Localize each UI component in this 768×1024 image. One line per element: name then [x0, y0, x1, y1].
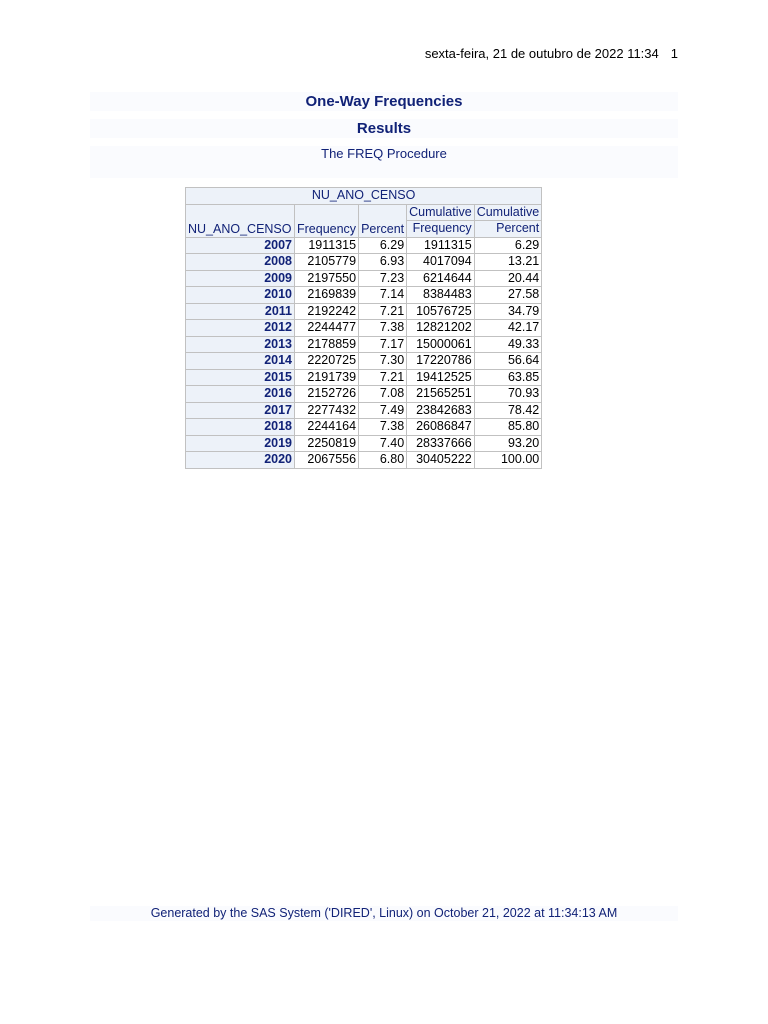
procedure-title — [90, 146, 678, 178]
column-header-cum-frequency-line1: Cumulative — [407, 204, 475, 221]
cell-percent: 7.21 — [359, 303, 407, 320]
cell-cum-frequency: 28337666 — [407, 435, 475, 452]
cell-cum-percent: 13.21 — [474, 254, 542, 271]
table-row — [186, 386, 542, 403]
cell-frequency: 2169839 — [295, 287, 359, 304]
cell-cum-frequency: 19412525 — [407, 369, 475, 386]
column-header-cum-percent-line1: Cumulative — [474, 204, 542, 221]
cell-percent: 7.30 — [359, 353, 407, 370]
cell-percent: 7.49 — [359, 402, 407, 419]
cell-cum-percent: 34.79 — [474, 303, 542, 320]
cell-percent: 7.40 — [359, 435, 407, 452]
row-year-label: 2013 — [186, 336, 295, 353]
procedure-title-text: The FREQ Procedure — [321, 146, 447, 161]
column-header-frequency: Frequency — [295, 204, 359, 237]
cell-cum-frequency: 15000061 — [407, 336, 475, 353]
cell-frequency: 2277432 — [295, 402, 359, 419]
row-year-label: 2017 — [186, 402, 295, 419]
cell-cum-percent: 93.20 — [474, 435, 542, 452]
cell-percent: 7.38 — [359, 320, 407, 337]
row-year-label: 2012 — [186, 320, 295, 337]
table-row — [186, 320, 542, 337]
table-row — [186, 402, 542, 419]
column-header-cum-frequency-line2: Frequency — [407, 221, 475, 238]
cell-percent: 7.08 — [359, 386, 407, 403]
cell-cum-frequency: 4017094 — [407, 254, 475, 271]
cell-cum-frequency: 6214644 — [407, 270, 475, 287]
cell-frequency: 2067556 — [295, 452, 359, 469]
page-datetime: sexta-feira, 21 de outubro de 2022 11:34 — [424, 46, 659, 61]
column-header-cum-percent-line2: Percent — [474, 221, 542, 238]
report-title: One-Way Frequencies — [90, 92, 678, 111]
cell-percent: 7.21 — [359, 369, 407, 386]
cell-cum-percent: 20.44 — [474, 270, 542, 287]
table-spanning-header: NU_ANO_CENSO — [186, 188, 542, 205]
cell-frequency: 2192242 — [295, 303, 359, 320]
table-row — [186, 287, 542, 304]
cell-cum-percent: 70.93 — [474, 386, 542, 403]
cell-percent: 7.17 — [359, 336, 407, 353]
cell-cum-frequency: 26086847 — [407, 419, 475, 436]
cell-cum-percent: 78.42 — [474, 402, 542, 419]
cell-percent: 7.38 — [359, 419, 407, 436]
cell-percent: 6.93 — [359, 254, 407, 271]
cell-frequency: 2244164 — [295, 419, 359, 436]
table-row — [186, 336, 542, 353]
cell-cum-frequency: 12821202 — [407, 320, 475, 337]
cell-frequency: 1911315 — [295, 237, 359, 254]
cell-frequency: 2191739 — [295, 369, 359, 386]
cell-cum-percent: 49.33 — [474, 336, 542, 353]
cell-cum-frequency: 17220786 — [407, 353, 475, 370]
row-year-label: 2010 — [186, 287, 295, 304]
cell-percent: 6.80 — [359, 452, 407, 469]
cell-cum-frequency: 30405222 — [407, 452, 475, 469]
table-row — [186, 452, 542, 469]
cell-cum-percent: 6.29 — [474, 237, 542, 254]
row-year-label: 2014 — [186, 353, 295, 370]
page-footer: Generated by the SAS System ('DIRED', Linux) on October 21, 2022 at 11:34:13 AM — [90, 906, 678, 921]
cell-cum-frequency: 10576725 — [407, 303, 475, 320]
cell-cum-percent: 42.17 — [474, 320, 542, 337]
table-row — [186, 419, 542, 436]
column-header-variable: NU_ANO_CENSO — [186, 204, 295, 237]
table-row — [186, 353, 542, 370]
cell-cum-percent: 63.85 — [474, 369, 542, 386]
cell-cum-percent: 85.80 — [474, 419, 542, 436]
table-row — [186, 303, 542, 320]
cell-cum-percent: 27.58 — [474, 287, 542, 304]
cell-percent: 6.29 — [359, 237, 407, 254]
table-row — [186, 435, 542, 452]
cell-cum-frequency: 1911315 — [407, 237, 475, 254]
table-row — [186, 254, 542, 271]
table-row — [186, 237, 542, 254]
table-body — [186, 237, 542, 468]
row-year-label: 2007 — [186, 237, 295, 254]
cell-cum-percent: 100.00 — [474, 452, 542, 469]
frequency-table — [185, 187, 542, 469]
table-row — [186, 270, 542, 287]
cell-percent: 7.23 — [359, 270, 407, 287]
report-subtitle: Results — [90, 119, 678, 138]
cell-frequency: 2197550 — [295, 270, 359, 287]
page-number: 1 — [670, 46, 678, 61]
page-header — [425, 46, 678, 61]
row-year-label: 2016 — [186, 386, 295, 403]
cell-cum-frequency: 8384483 — [407, 287, 475, 304]
column-header-percent: Percent — [359, 204, 407, 237]
row-year-label: 2008 — [186, 254, 295, 271]
cell-frequency: 2244477 — [295, 320, 359, 337]
cell-frequency: 2105779 — [295, 254, 359, 271]
row-year-label: 2018 — [186, 419, 295, 436]
cell-frequency: 2250819 — [295, 435, 359, 452]
cell-cum-frequency: 21565251 — [407, 386, 475, 403]
row-year-label: 2020 — [186, 452, 295, 469]
cell-cum-percent: 56.64 — [474, 353, 542, 370]
row-year-label: 2015 — [186, 369, 295, 386]
cell-frequency: 2220725 — [295, 353, 359, 370]
cell-percent: 7.14 — [359, 287, 407, 304]
row-year-label: 2009 — [186, 270, 295, 287]
cell-frequency: 2178859 — [295, 336, 359, 353]
cell-cum-frequency: 23842683 — [407, 402, 475, 419]
row-year-label: 2011 — [186, 303, 295, 320]
row-year-label: 2019 — [186, 435, 295, 452]
table-row — [186, 369, 542, 386]
cell-frequency: 2152726 — [295, 386, 359, 403]
